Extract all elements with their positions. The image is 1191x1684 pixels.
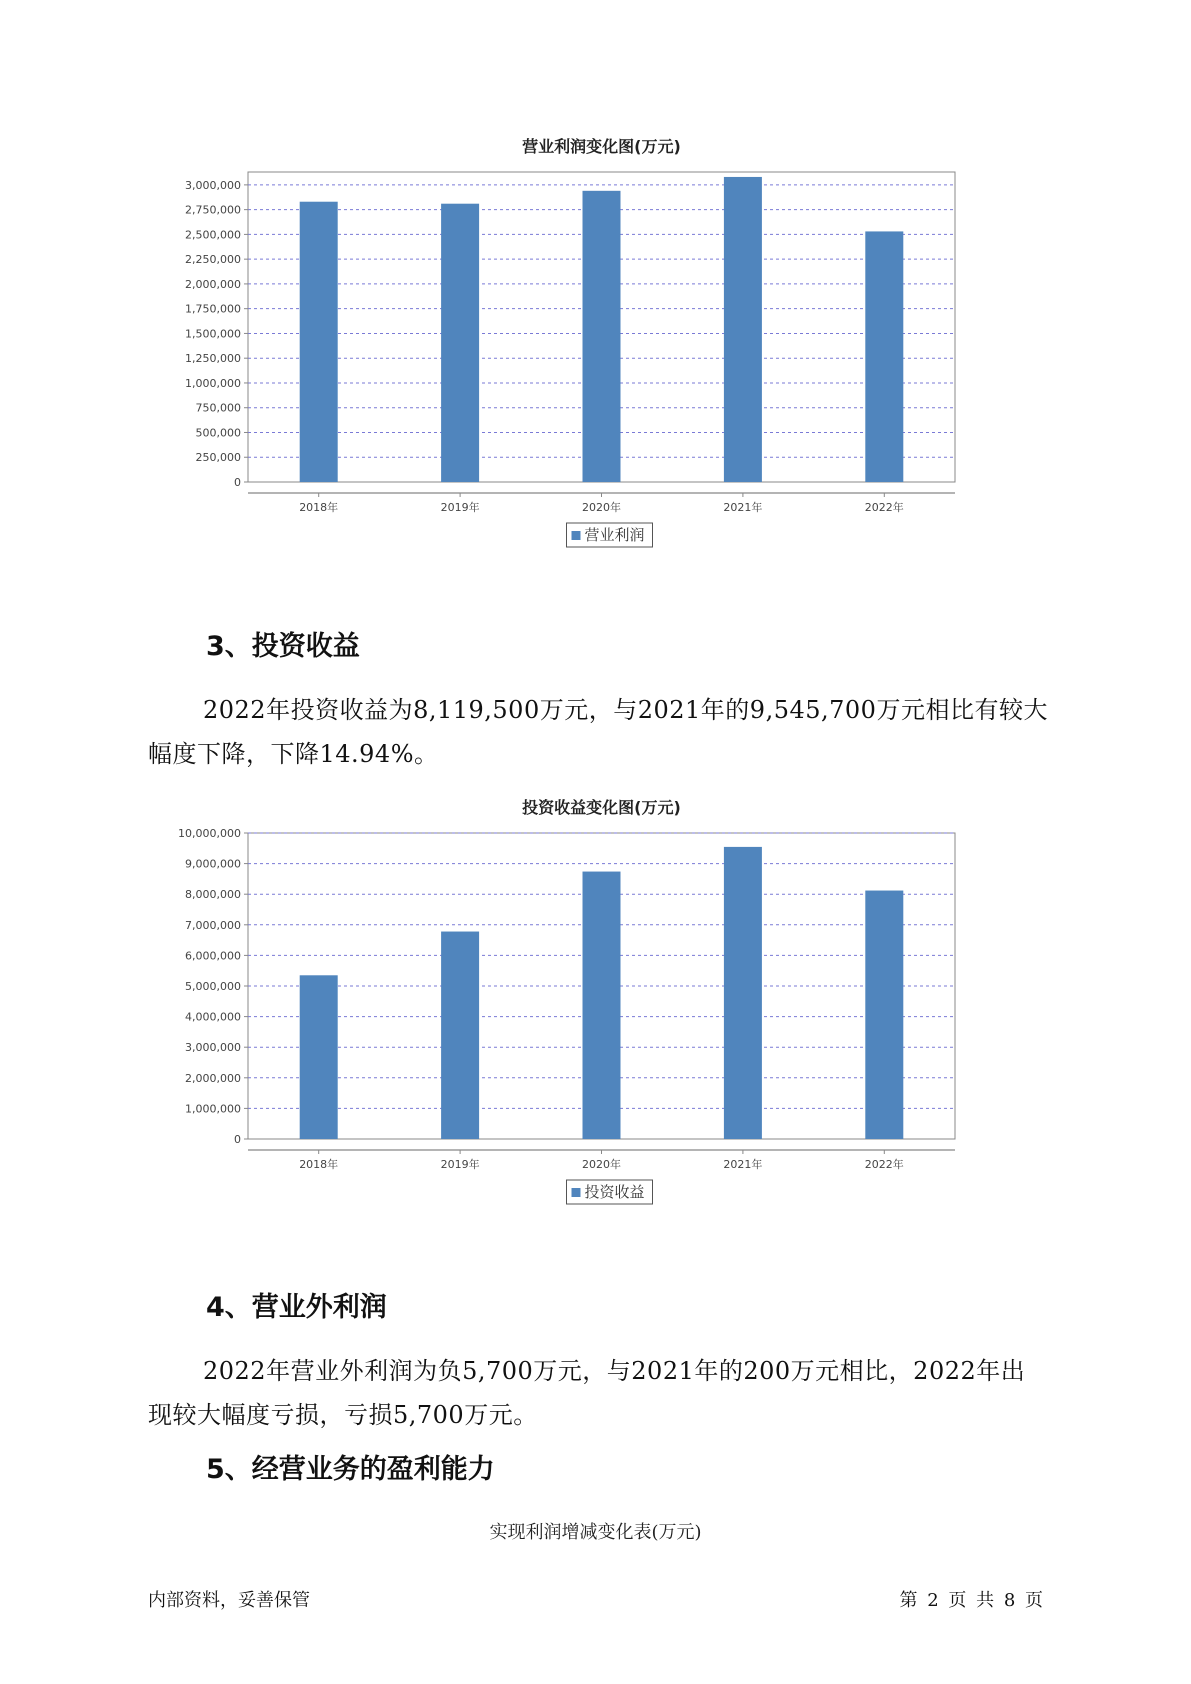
legend-label: 营业利润 (584, 526, 645, 544)
bar-2022年 (865, 891, 903, 1139)
y-tick-label: 1,000,000 (185, 1102, 241, 1116)
y-tick-label: 3,000,000 (185, 178, 241, 192)
x-tick-label: 2022年 (864, 1158, 904, 1171)
footer-confidential-note: 内部资料，妥善保管 (148, 1590, 310, 1611)
y-tick-label: 2,000,000 (185, 277, 241, 291)
section-5-heading: 5、经营业务的盈利能力 (206, 1454, 495, 1485)
y-tick-label: 5,000,000 (185, 980, 241, 993)
y-tick-label: 0 (234, 476, 241, 489)
investment-income-chart (150, 796, 1030, 1251)
legend-swatch (572, 1188, 581, 1197)
bar-2019年 (441, 932, 479, 1139)
bar-2021年 (724, 177, 762, 482)
y-tick-label: 0 (234, 1133, 241, 1146)
bar-2018年 (300, 975, 338, 1139)
y-tick-label: 1,750,000 (185, 302, 241, 316)
bar-2022年 (865, 231, 903, 482)
x-tick-label: 2018年 (299, 1158, 339, 1171)
section-4-paragraph: 2022年营业外利润为负5,700万元，与2021年的200万元相比，2022年出现较大幅度亏损，亏损5,700万元。 (148, 1357, 1026, 1429)
bar-2019年 (441, 204, 479, 482)
bar-2021年 (724, 847, 762, 1139)
y-tick-label: 500,000 (195, 426, 241, 440)
bar-2018年 (300, 202, 338, 482)
x-tick-label: 2020年 (582, 1158, 621, 1171)
y-tick-label: 3,000,000 (185, 1041, 241, 1055)
legend-label: 投资收益 (584, 1183, 645, 1201)
section-4-heading: 4、营业外利润 (206, 1292, 387, 1323)
y-tick-label: 4,000,000 (185, 1010, 241, 1024)
y-tick-label: 6,000,000 (185, 949, 241, 963)
footer-page-number: 第 2 页 共 8 页 (899, 1590, 1043, 1611)
y-tick-label: 1,500,000 (185, 327, 241, 341)
y-tick-label: 2,750,000 (185, 203, 241, 217)
legend-swatch (572, 531, 581, 540)
y-tick-label: 1,000,000 (185, 376, 241, 390)
table-caption: 实现利润增减变化表(万元) (489, 1522, 702, 1543)
x-tick-label: 2018年 (299, 501, 339, 514)
bar-2020年 (583, 872, 621, 1139)
y-tick-label: 7,000,000 (185, 918, 241, 932)
y-tick-label: 2,500,000 (185, 228, 241, 242)
chart-title: 营业利润变化图(万元) (522, 137, 681, 156)
operating-profit-chart (150, 135, 1030, 590)
y-tick-label: 750,000 (195, 401, 241, 415)
section-3-paragraph: 2022年投资收益为8,119,500万元，与2021年的9,545,700万元相比有较大幅度下降，下降14.94%。 (148, 696, 1048, 768)
y-tick-label: 10,000,000 (178, 827, 241, 840)
bar-2020年 (583, 191, 621, 482)
y-tick-label: 2,250,000 (185, 253, 241, 267)
y-tick-label: 9,000,000 (185, 857, 241, 871)
y-tick-label: 2,000,000 (185, 1071, 241, 1085)
section-3-heading: 3、投资收益 (206, 631, 360, 662)
chart-title: 投资收益变化图(万元) (522, 798, 681, 817)
x-tick-label: 2022年 (864, 501, 904, 514)
x-tick-label: 2021年 (723, 501, 763, 514)
y-tick-label: 1,250,000 (185, 352, 241, 366)
y-tick-label: 250,000 (195, 451, 241, 465)
x-tick-label: 2019年 (440, 1158, 480, 1171)
x-tick-label: 2019年 (440, 501, 480, 514)
x-tick-label: 2021年 (723, 1158, 763, 1171)
y-tick-label: 8,000,000 (185, 888, 241, 902)
x-tick-label: 2020年 (582, 501, 621, 514)
